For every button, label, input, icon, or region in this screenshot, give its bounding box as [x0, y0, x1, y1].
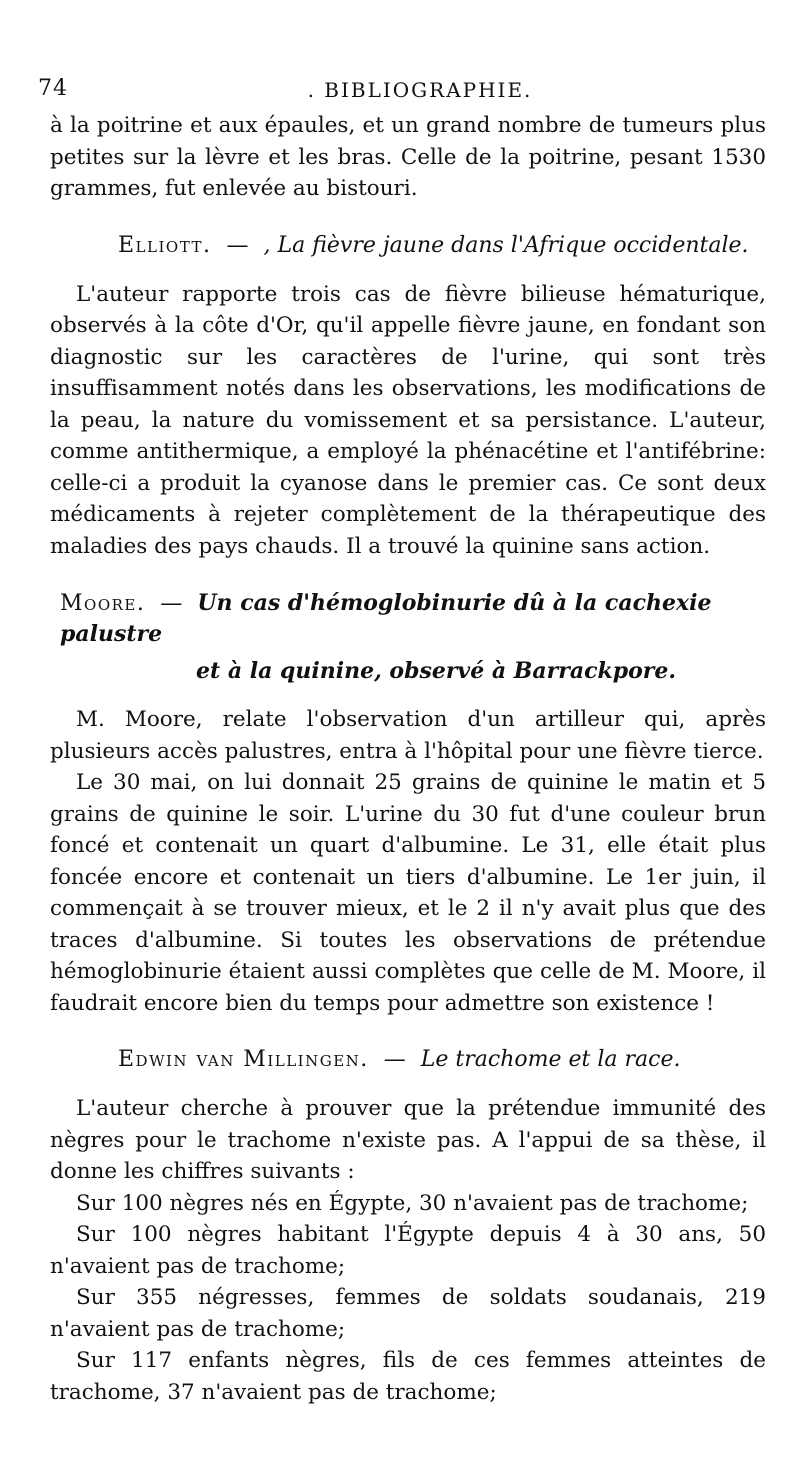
list-item: Sur 117 enfants nègres, fils de ces femmes atteintes de trachome, 37 n'avaient pas de trachome; — [50, 1348, 766, 1405]
running-head — [0, 78, 800, 102]
moore-heading — [50, 588, 766, 686]
millingen-author: Edwin van Millingen. — [118, 1047, 369, 1072]
moore-paragraph-2: Le 30 mai, on lui donnait 25 grains de quinine le matin et 5 grains de quinine le soir. L'urine du 30 fut d'une couleur brun foncé et contenait un quart d'albumine. Le 31, elle était plus foncée encore et contenait un tiers d'albumine. Le 1er juin, il commençait à se trouver mieux, et le 2 il n'y avait plus que des traces d'albumine. Si toutes les observations de prétendue hémoglobinurie étaient aussi complètes que celle de M. Moore, il faudrait encore bien du temps pour admettre son existence ! — [50, 770, 766, 1016]
millingen-title: Le trachome et la race. — [420, 1047, 681, 1072]
list-item: Sur 100 nègres habitant l'Égypte depuis 4 à 30 ans, 50 n'avaient pas de trachome; — [50, 1222, 766, 1279]
continuation-paragraph: à la poitrine et aux épaules, et un grand nombre de tumeurs plus petites sur la lèvre et les bras. Celle de la poitrine, pesant 1530 grammes, fut enlevée au bistouri. — [50, 113, 766, 201]
millingen-figures-list — [50, 1188, 766, 1409]
moore-title-line2: et à la quinine, observé à Barrackpore. — [196, 658, 677, 684]
moore-dash: — — [160, 591, 183, 616]
page-number: 74 — [38, 76, 68, 101]
page-body — [50, 110, 766, 1408]
elliott-author: Elliott. — [118, 232, 212, 258]
millingen-heading — [50, 1045, 766, 1075]
moore-paragraph-1: M. Moore, relate l'observation d'un artilleur qui, après plusieurs accès palustres, entra à l'hôpital pour une fièvre tierce. — [50, 707, 766, 764]
millingen-dash: — — [383, 1047, 406, 1072]
list-item: Sur 355 négresses, femmes de soldats soudanais, 219 n'avaient pas de trachome; — [50, 1285, 766, 1342]
millingen-paragraph-1: L'auteur cherche à prouver que la prétendue immunité des nègres pour le trachome n'existe pas. A l'appui de sa thèse, il donne les chiffres suivants : — [50, 1096, 766, 1184]
list-item: Sur 100 nègres nés en Égypte, 30 n'avaient pas de trachome; — [76, 1190, 749, 1216]
running-head-text: . BIBLIOGRAPHIE. — [307, 78, 533, 102]
elliott-title: , La fièvre jaune dans l'Afrique occidentale. — [263, 232, 749, 258]
elliott-dash: — — [226, 232, 249, 258]
elliott-body: L'auteur rapporte trois cas de fièvre bilieuse hématurique, observés à la côte d'Or, qu'il appelle fièvre jaune, en fondant son diagnostic sur les caractères de l'urine, qui sont très insuffisamment notés dans les observations, les modifications de la peau, la nature du vomissement et sa persistance. L'auteur, comme antithermique, a employé la phénacétine et l'antifébrine: celle-ci a produit la cyanose dans le premier cas. Ce sont deux médicaments à rejeter complètement de la thérapeutique des maladies des pays chauds. Il a trouvé la quinine sans action. — [50, 281, 766, 559]
moore-author: Moore. — [60, 591, 146, 616]
moore-title-line1: Un cas d'hémoglobinurie dû à la cachexie palustre — [60, 590, 712, 647]
elliott-heading — [50, 231, 766, 261]
